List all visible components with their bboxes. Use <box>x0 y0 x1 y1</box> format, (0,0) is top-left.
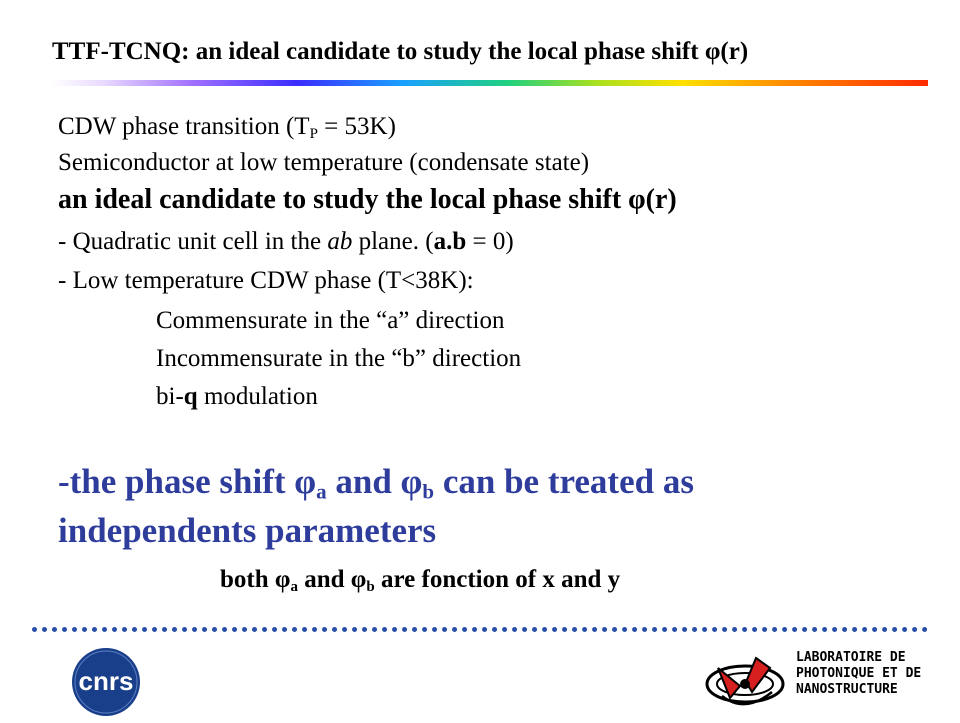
lab-name-line-2: PHOTONIQUE ET DE <box>796 666 922 681</box>
subscript-b: b <box>422 479 435 504</box>
subscript-p: P <box>309 125 318 142</box>
note-fonction-xy <box>220 566 620 594</box>
cnrs-logo-text: cnrs <box>78 666 134 696</box>
text-fragment: and φ <box>297 566 367 593</box>
body-line-low-temperature: - Low temperature CDW phase (T<38K): <box>58 267 474 294</box>
body-line-commensurate: Commensurate in the “a” direction <box>156 307 505 334</box>
text-fragment: bi- <box>156 383 184 410</box>
body-line-cdw-transition <box>58 113 396 142</box>
text-fragment: and φ <box>326 462 423 501</box>
body-line-ideal-candidate: an ideal candidate to study the local phase shift φ(r) <box>58 184 677 215</box>
highlight-line-phase-shift <box>58 462 694 504</box>
text-fragment: are fonction of x and y <box>374 566 621 593</box>
body-line-semiconductor: Semiconductor at low temperature (condensate state) <box>58 149 590 176</box>
rainbow-divider <box>52 80 928 86</box>
body-line-quadratic-cell <box>58 229 514 254</box>
body-line-biq-modulation <box>156 384 318 409</box>
cnrs-logo <box>66 646 148 718</box>
text-fragment: plane. ( <box>352 228 434 255</box>
subscript-b: b <box>366 578 375 595</box>
subscript-a: a <box>290 578 298 595</box>
text-fragment: both φ <box>220 566 291 593</box>
dotted-separator <box>32 627 928 632</box>
bold-q: q <box>183 383 198 410</box>
lab-name-line-3: NANOSTRUCTURE <box>796 682 898 697</box>
italic-ab: ab <box>327 228 353 255</box>
lab-name-line-1: LABORATOIRE DE <box>796 650 906 665</box>
laboratory-name <box>796 650 921 698</box>
text-fragment: - Quadratic unit cell in the <box>58 228 328 255</box>
text-fragment: can be treated as <box>434 462 694 501</box>
text-fragment: = 53K) <box>317 113 396 140</box>
text-fragment: CDW phase transition (T <box>58 113 310 140</box>
body-line-incommensurate: Incommensurate in the “b” direction <box>156 345 522 372</box>
text-fragment: = 0) <box>466 228 514 255</box>
lpn-logo <box>700 646 790 716</box>
highlight-line-independents: independents parameters <box>58 511 437 550</box>
slide-title: TTF-TCNQ: an ideal candidate to study the local phase shift φ(r) <box>52 38 749 65</box>
text-fragment: modulation <box>197 383 318 410</box>
text-fragment: -the phase shift φ <box>58 462 317 501</box>
subscript-a: a <box>316 479 327 504</box>
bold-ab-vector: a.b <box>433 228 467 255</box>
